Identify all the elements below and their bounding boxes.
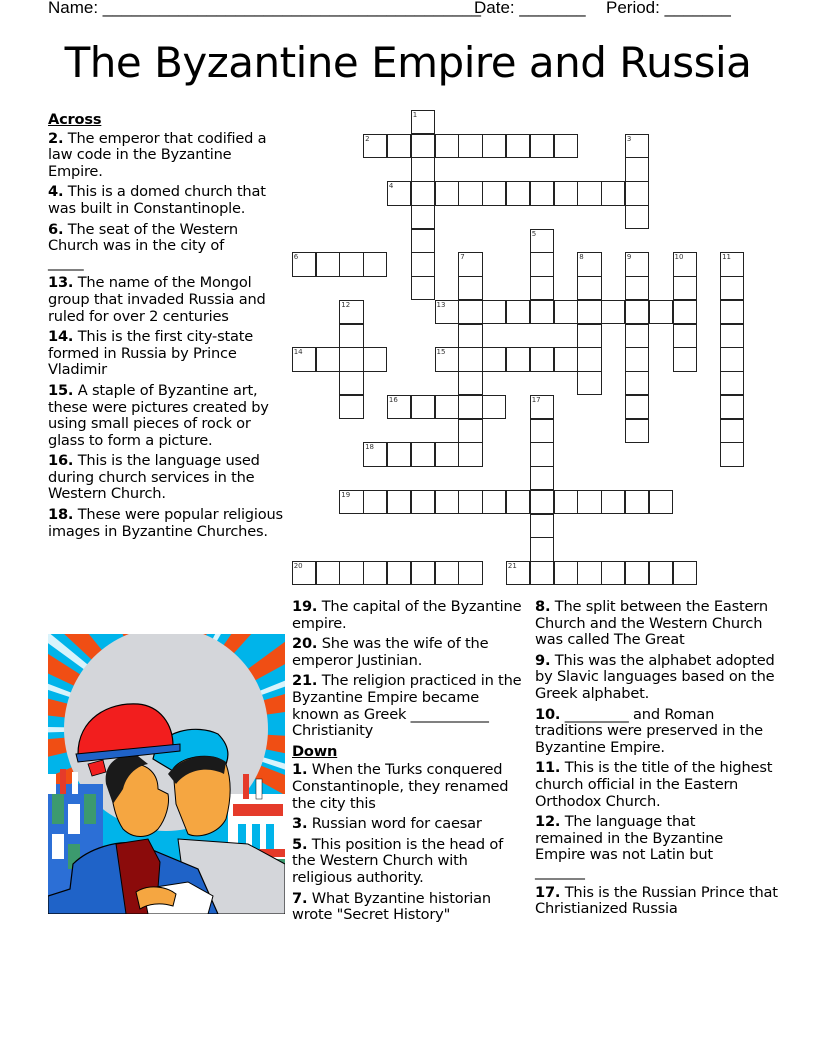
crossword-cell[interactable] xyxy=(458,490,482,514)
crossword-cell[interactable] xyxy=(673,347,697,371)
cell-number: 17 xyxy=(531,395,541,404)
crossword-cell[interactable] xyxy=(530,134,554,158)
clue-across-6: 6. The seat of the Western Church was in the city of _____ xyxy=(48,220,243,271)
period-field-label: Period: _______ xyxy=(606,0,731,17)
clues-column-2 xyxy=(292,599,524,928)
crossword-cell[interactable] xyxy=(339,371,363,395)
clue-down-5: 5. This position is the head of the Western Church with religious authority. xyxy=(292,835,508,886)
cell-number: 6 xyxy=(293,253,299,262)
crossword-cell[interactable] xyxy=(577,300,601,324)
cell-number: 5 xyxy=(531,229,537,238)
clue-down-1: 1. When the Turks conquered Constantinople, they renamed the city this xyxy=(292,761,513,812)
crossword-cell[interactable] xyxy=(458,276,482,300)
crossword-cell[interactable] xyxy=(720,252,744,276)
crossword-cell[interactable] xyxy=(482,347,506,371)
across-heading: Across xyxy=(48,111,102,128)
crossword-cell[interactable] xyxy=(411,276,435,300)
crossword-cell[interactable] xyxy=(673,561,697,585)
clue-down-17: 17. This is the Russian Prince that Christianized Russia xyxy=(535,883,783,918)
crossword-cell[interactable] xyxy=(673,276,697,300)
crossword-cell[interactable] xyxy=(411,229,435,253)
crossword-cell[interactable] xyxy=(649,490,673,514)
crossword-cell[interactable] xyxy=(411,395,435,419)
crossword-cell[interactable] xyxy=(577,181,601,205)
crossword-cell[interactable] xyxy=(625,371,649,395)
crossword-cell[interactable] xyxy=(601,300,625,324)
name-field-label: Name: ________________________________________ xyxy=(48,0,481,17)
crossword-cell[interactable] xyxy=(411,205,435,229)
crossword-cell[interactable] xyxy=(577,324,601,348)
cell-number: 1 xyxy=(412,111,418,119)
clue-across-20: 20. She was the wife of the emperor Justinian. xyxy=(292,635,493,669)
crossword-cell[interactable] xyxy=(577,347,601,371)
crossword-cell[interactable] xyxy=(339,300,363,324)
crossword-cell[interactable] xyxy=(554,347,578,371)
crossword-cell[interactable] xyxy=(482,490,506,514)
crossword-cell[interactable] xyxy=(411,157,435,181)
clue-across-16: 16. This is the language used during church services in the Western Church. xyxy=(48,452,265,503)
crossword-cell[interactable] xyxy=(339,561,363,585)
crossword-cell[interactable] xyxy=(530,514,554,538)
crossword-cell[interactable] xyxy=(363,490,387,514)
clue-across-19: 19. The capital of the Byzantine empire. xyxy=(292,598,526,632)
crossword-cell[interactable] xyxy=(506,134,530,158)
crossword-cell[interactable] xyxy=(720,276,744,300)
crossword-cell[interactable] xyxy=(673,324,697,348)
clue-across-2: 2. The emperor that codified a law code in the Byzantine Empire. xyxy=(48,129,271,180)
across-clues-column-1 xyxy=(48,111,288,544)
crossword-cell[interactable] xyxy=(506,300,530,324)
crossword-cell[interactable] xyxy=(458,371,482,395)
cell-number: 14 xyxy=(293,348,303,357)
cell-number: 7 xyxy=(460,253,465,262)
clue-down-10: 10. _________ and Roman traditions were preserved in the Byzantine Empire. xyxy=(535,705,768,756)
cell-number: 8 xyxy=(579,253,584,262)
crossword-cell[interactable] xyxy=(649,300,673,324)
down-heading: Down xyxy=(292,742,338,760)
crossword-cell[interactable] xyxy=(530,347,554,371)
crossword-cell[interactable] xyxy=(458,134,482,158)
crossword-cell[interactable] xyxy=(482,181,506,205)
crossword-cell[interactable] xyxy=(720,395,744,419)
clue-across-4: 4. This is a domed church that was built in Constantinople. xyxy=(48,183,271,217)
crossword-cell[interactable] xyxy=(339,324,363,348)
crossword-cell[interactable] xyxy=(506,347,530,371)
clues-column-3 xyxy=(535,599,785,922)
crossword-cell[interactable] xyxy=(411,110,435,134)
crossword-cell[interactable] xyxy=(387,490,411,514)
crossword-cell[interactable] xyxy=(530,229,554,253)
crossword-cell[interactable] xyxy=(435,300,459,324)
crossword-cell[interactable] xyxy=(625,490,649,514)
crossword-cell[interactable] xyxy=(458,347,482,371)
crossword-cell[interactable] xyxy=(435,134,459,158)
crossword-cell[interactable] xyxy=(339,252,363,276)
crossword-cell[interactable] xyxy=(411,561,435,585)
crossword-cell[interactable] xyxy=(601,561,625,585)
crossword-cell[interactable] xyxy=(435,347,459,371)
crossword-cell[interactable] xyxy=(387,561,411,585)
soviet-poster-image xyxy=(48,634,285,914)
crossword-cell[interactable] xyxy=(411,442,435,466)
clue-across-13: 13. The name of the Mongol group that invaded Russia and ruled for over 2 centuries xyxy=(48,274,271,325)
crossword-cell[interactable] xyxy=(720,347,744,371)
clue-across-14: 14. This is the first city-state formed in Russia by Prince Vladimir xyxy=(48,328,258,379)
crossword-cell[interactable] xyxy=(506,490,530,514)
crossword-cell[interactable] xyxy=(316,347,340,371)
crossword-cell[interactable] xyxy=(720,419,744,443)
crossword-cell[interactable] xyxy=(482,300,506,324)
crossword-cell[interactable] xyxy=(601,181,625,205)
crossword-cell[interactable] xyxy=(554,561,578,585)
crossword-cell[interactable] xyxy=(720,300,744,324)
cell-number: 10 xyxy=(674,253,684,262)
crossword-cell[interactable] xyxy=(577,490,601,514)
crossword-cell[interactable] xyxy=(673,252,697,276)
page-title: The Byzantine Empire and Russia xyxy=(64,38,752,87)
crossword-cell[interactable] xyxy=(554,490,578,514)
crossword-cell[interactable] xyxy=(458,252,482,276)
crossword-cell[interactable] xyxy=(316,561,340,585)
crossword-cell[interactable] xyxy=(411,134,435,158)
crossword-cell[interactable] xyxy=(625,561,649,585)
crossword-cell[interactable] xyxy=(292,347,316,371)
cell-number: 11 xyxy=(722,253,732,262)
clue-down-7: 7. What Byzantine historian wrote "Secret History" xyxy=(292,889,496,924)
crossword-cell[interactable] xyxy=(530,419,554,443)
crossword-cell[interactable] xyxy=(577,371,601,395)
crossword-cell[interactable] xyxy=(530,537,554,561)
crossword-cell[interactable] xyxy=(292,252,316,276)
clue-down-3: 3. Russian word for caesar xyxy=(292,815,482,833)
crossword-cell[interactable] xyxy=(554,134,578,158)
clue-down-12: 12. The language that remained in the Byzantine Empire was not Latin but _______ xyxy=(535,813,728,880)
crossword-cell[interactable] xyxy=(625,300,649,324)
crossword-cell[interactable] xyxy=(601,490,625,514)
crossword-cell[interactable] xyxy=(458,442,482,466)
crossword-cell[interactable] xyxy=(435,561,459,585)
crossword-cell[interactable] xyxy=(577,276,601,300)
crossword-cell[interactable] xyxy=(482,134,506,158)
crossword-cell[interactable] xyxy=(458,181,482,205)
crossword-cell[interactable] xyxy=(530,490,554,514)
crossword-cell[interactable] xyxy=(625,252,649,276)
crossword-cell[interactable] xyxy=(625,395,649,419)
crossword-cell[interactable] xyxy=(554,300,578,324)
crossword-cell[interactable] xyxy=(339,490,363,514)
crossword-cell[interactable] xyxy=(530,252,554,276)
crossword-cell[interactable] xyxy=(720,442,744,466)
cell-number: 9 xyxy=(626,253,632,262)
crossword-cell[interactable] xyxy=(363,252,387,276)
crossword-cell[interactable] xyxy=(625,181,649,205)
crossword-cell[interactable] xyxy=(530,181,554,205)
crossword-cell[interactable] xyxy=(625,157,649,181)
cell-number: 15 xyxy=(436,348,446,357)
clue-down-8: 8. The split between the Eastern Church and the Western Church was called The Great xyxy=(535,598,773,649)
crossword-cell[interactable] xyxy=(339,347,363,371)
crossword-cell[interactable] xyxy=(387,395,411,419)
crossword-cell[interactable] xyxy=(577,561,601,585)
crossword-cell[interactable] xyxy=(363,347,387,371)
crossword-cell[interactable] xyxy=(720,371,744,395)
crossword-cell[interactable] xyxy=(458,395,482,419)
crossword-cell[interactable] xyxy=(411,181,435,205)
crossword-cell[interactable] xyxy=(530,276,554,300)
date-field-label: Date: _______ xyxy=(474,0,586,17)
crossword-cell[interactable] xyxy=(554,181,578,205)
crossword-cell[interactable] xyxy=(577,252,601,276)
crossword-cell[interactable] xyxy=(482,395,506,419)
clue-across-15: 15. A staple of Byzantine art, these were pictures created by using small pieces of rock or glass to form a picture. xyxy=(48,381,274,449)
clue-down-11: 11. This is the title of the highest church official in the Eastern Orthodox Church. xyxy=(535,759,777,810)
crossword-cell[interactable] xyxy=(673,300,697,324)
crossword-cell[interactable] xyxy=(625,324,649,348)
crossword-cell[interactable] xyxy=(530,395,554,419)
crossword-cell[interactable] xyxy=(530,442,554,466)
crossword-cell[interactable] xyxy=(435,395,459,419)
clue-across-21: 21. The religion practiced in the Byzantine Empire became known as Greek ___________ Christianity xyxy=(292,672,526,740)
crossword-cell[interactable] xyxy=(411,252,435,276)
crossword-cell[interactable] xyxy=(530,300,554,324)
crossword-cell[interactable] xyxy=(625,205,649,229)
crossword-cell[interactable] xyxy=(458,300,482,324)
crossword-cell[interactable] xyxy=(458,419,482,443)
crossword-cell[interactable] xyxy=(387,181,411,205)
crossword-cell[interactable] xyxy=(625,134,649,158)
clue-down-9: 9. This was the alphabet adopted by Slavic languages based on the Greek alphabet. xyxy=(535,651,780,702)
crossword-cell[interactable] xyxy=(458,561,482,585)
crossword-cell[interactable] xyxy=(435,442,459,466)
crossword-cell[interactable] xyxy=(458,324,482,348)
cell-number: 21 xyxy=(507,562,517,571)
crossword-cell[interactable] xyxy=(649,561,673,585)
crossword-cell[interactable] xyxy=(625,347,649,371)
crossword-cell[interactable] xyxy=(339,395,363,419)
crossword-cell[interactable] xyxy=(292,561,316,585)
crossword-cell[interactable] xyxy=(720,324,744,348)
crossword-cell[interactable] xyxy=(506,181,530,205)
crossword-cell[interactable] xyxy=(316,252,340,276)
crossword-cell[interactable] xyxy=(363,442,387,466)
cell-number: 16 xyxy=(388,395,398,404)
cell-number: 20 xyxy=(293,562,303,571)
crossword-cell[interactable] xyxy=(363,134,387,158)
crossword-cell[interactable] xyxy=(530,466,554,490)
crossword-cell[interactable] xyxy=(435,490,459,514)
crossword-cell[interactable] xyxy=(530,561,554,585)
crossword-cell[interactable] xyxy=(506,561,530,585)
crossword-cell[interactable] xyxy=(387,442,411,466)
cell-number: 18 xyxy=(365,443,375,452)
clue-across-18: 18. These were popular religious images in Byzantine Churches. xyxy=(48,506,288,540)
crossword-cell[interactable] xyxy=(625,419,649,443)
cell-number: 19 xyxy=(341,490,351,499)
crossword-cell[interactable] xyxy=(363,561,387,585)
cell-number: 12 xyxy=(341,300,351,309)
crossword-cell[interactable] xyxy=(387,134,411,158)
cell-number: 2 xyxy=(365,134,370,143)
crossword-cell[interactable] xyxy=(625,276,649,300)
crossword-cell[interactable] xyxy=(411,490,435,514)
crossword-cell[interactable] xyxy=(435,181,459,205)
cell-number: 13 xyxy=(436,300,446,309)
cell-number: 3 xyxy=(626,134,632,143)
cell-number: 4 xyxy=(388,182,394,191)
